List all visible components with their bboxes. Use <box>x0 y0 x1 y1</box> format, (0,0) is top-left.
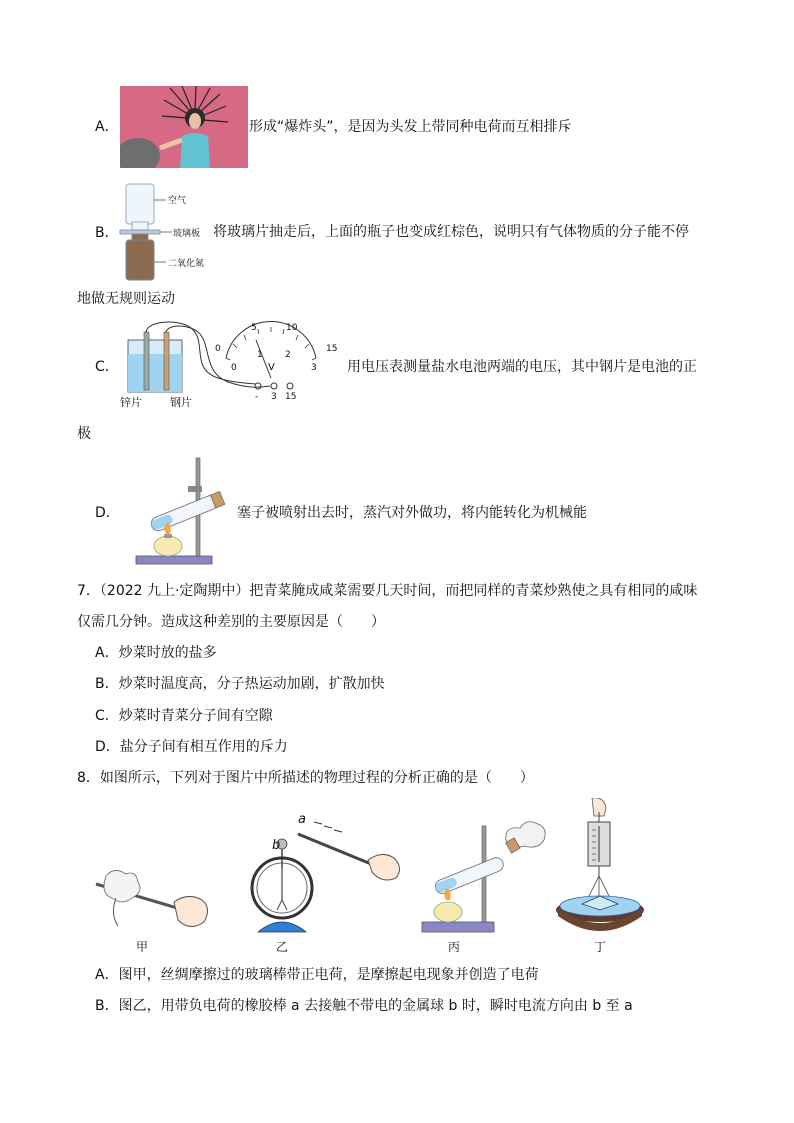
option-c-text-line1: 用电压表测量盐水电池两端的电压，其中钢片是电池的正 <box>347 359 697 375</box>
terminal-15: 15 <box>285 392 297 402</box>
figure-bing-steam-tube <box>420 818 550 936</box>
scale-15-top: 15 <box>326 344 338 354</box>
caption-bing: 丙 <box>447 940 460 954</box>
zinc-label: 锌片 <box>120 396 142 409</box>
glass-label: 玻璃板 <box>173 229 201 239</box>
no2-label: 二氧化氮 <box>168 259 205 269</box>
figure-ding-spring-scale <box>552 798 650 938</box>
option-d-label: D． <box>95 505 120 521</box>
caption-ding: 丁 <box>593 940 606 954</box>
option-a-label: A． <box>95 119 119 135</box>
figure-yi-charged-rod <box>294 812 406 884</box>
letter-a: a <box>298 812 306 827</box>
q7-option-d: D．盐分子间有相互作用的斥力 <box>95 739 288 755</box>
salt-battery-voltmeter-figure <box>118 318 340 410</box>
q7-option-a: A．炒菜时放的盐多 <box>95 645 217 661</box>
scale-1-bottom: 1 <box>257 350 263 360</box>
voltmeter-symbol: V <box>268 362 275 373</box>
letter-b: b <box>272 838 281 853</box>
option-b-label: B． <box>95 225 119 241</box>
scale-0-top: 0 <box>215 344 221 354</box>
caption-jia: 甲 <box>135 940 148 954</box>
q8-option-a: A．图甲，丝绸摩擦过的玻璃棒带正电荷，是摩擦起电现象并创造了电荷 <box>95 967 539 983</box>
scale-5-top: 5 <box>251 323 257 333</box>
q7-stem-line2: 仅需几分钟。造成这种差别的主要原因是（ ） <box>77 614 385 630</box>
q7-option-b: B．炒菜时温度高，分子热运动加剧，扩散加快 <box>95 676 385 692</box>
option-c-text-line2: 极 <box>77 426 91 442</box>
scale-10-top: 10 <box>286 323 298 333</box>
test-tube-heating-figure <box>130 456 230 568</box>
scale-0-bottom: 0 <box>231 363 237 373</box>
option-c-label: C． <box>95 359 119 375</box>
terminal-3: 3 <box>271 392 277 402</box>
air-label: 空气 <box>168 196 187 206</box>
copper-label: 钢片 <box>170 396 192 409</box>
q8-stem: 8．如图所示，下列对于图片中所描述的物理过程的分析正确的是（ ） <box>77 770 534 786</box>
option-a-text: 形成“爆炸头”，是因为头发上带同种电荷而互相排斥 <box>249 119 572 135</box>
option-b-text-line1: 将玻璃片抽走后，上面的瓶子也变成红棕色，说明只有气体物质的分子能不停 <box>213 224 689 240</box>
hair-static-photo <box>120 86 248 168</box>
gas-diffusion-figure <box>118 182 218 282</box>
caption-yi: 乙 <box>275 940 288 954</box>
figure-jia-rubbing-rod <box>92 858 214 936</box>
q7-stem-line1: 7．（2022 九上·定陶期中）把青菜腌成咸菜需要几天时间，而把同样的青菜炒熟使之具有相同的咸味 <box>77 583 698 599</box>
scale-2-bottom: 2 <box>285 350 291 360</box>
q8-option-b: B．图乙，用带负电荷的橡胶棒 a 去接触不带电的金属球 b 时，瞬时电流方向由 b 至 a <box>95 998 633 1014</box>
terminal-minus: - <box>255 392 259 402</box>
option-b-text-line2: 地做无规则运动 <box>77 291 175 307</box>
option-d-text: 塞子被喷射出去时，蒸汽对外做功，将内能转化为机械能 <box>237 505 587 521</box>
scale-3-bottom: 3 <box>311 363 317 373</box>
q7-option-c: C．炒菜时青菜分子间有空隙 <box>95 708 273 724</box>
